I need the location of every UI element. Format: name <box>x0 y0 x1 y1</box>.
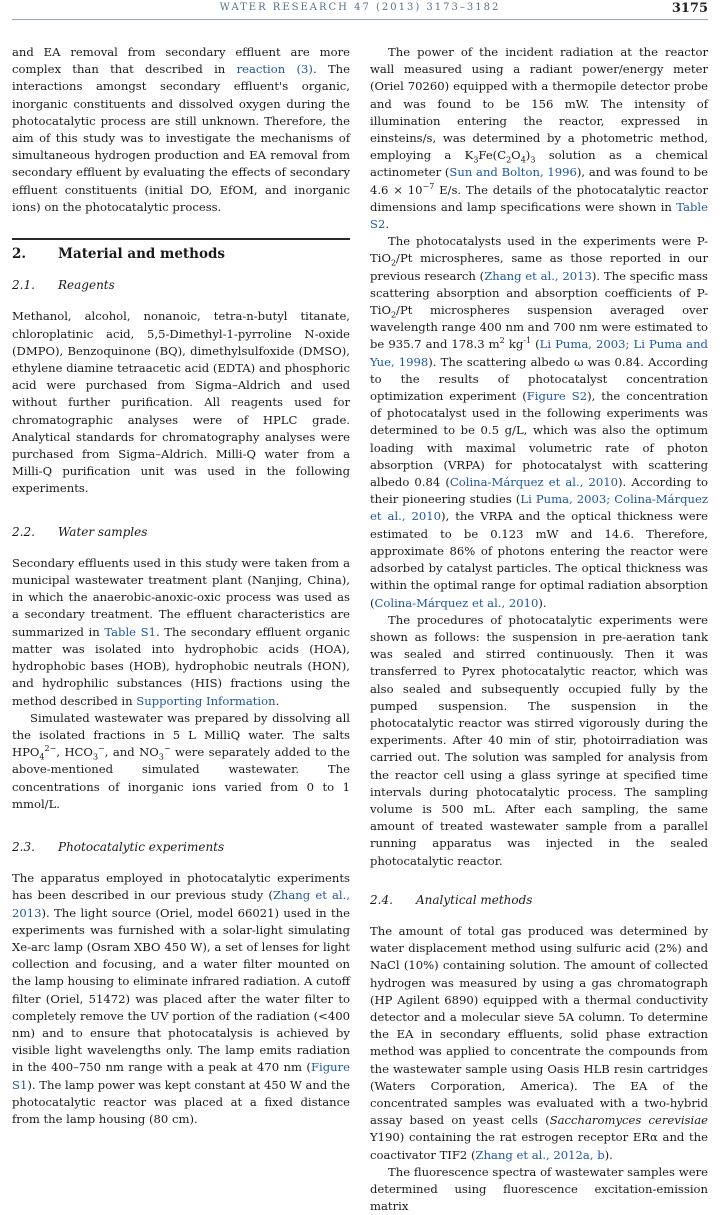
section-heading: 2. Material and methods <box>12 246 226 263</box>
photocatalyst-paragraph: The photocatalysts used in the experiments were P-TiO$_2$/Pt microspheres, same as those reported in our previous research (Zhang et al., 2013). The specific mass scattering absorption and absorption coefficients of P-TiO$_2$/Pt microspheres suspension averaged over wavelength range 400 nm and 700 nm were estimated to be 935.7 and 178.3 $m^2$ $kg^{-1}$ (Li Puma, 2003; Li Puma and Yue, 1998). The scattering albedo ω was 0.84. According to the results of photocatalyst concentration optimization experiment (Figure S2), the concentration of photocatalyst used in the following experiments was determined to be 0.5 g/L, which was also the optimum loading with maximal volumetric rate of photon absorption (VRPA) for photocatalyst with scattering albedo 0.84 (Colina-Márquez et al., 2010). According to their pioneering studies (Li Puma, 2003; Colina-Márquez et al., 2010), the VRPA and the optical thickness were estimated to be 0.123 mW and 14.6. Therefore, approximate 86% of photons entering the reactor were adsorbed by catalyst particles. The optical thickness was within the optimal range for optimal radiation absorption (Colina-Márquez et al., 2010). <box>370 234 708 610</box>
header-rule <box>12 19 708 20</box>
section-rule <box>12 238 350 240</box>
table-s1-link[interactable]: Table S1 <box>104 624 156 639</box>
supporting-info-link[interactable]: Supporting Information <box>136 693 276 708</box>
subsection-heading-photocatalytic: 2.3. Photocatalytic experiments <box>12 839 225 854</box>
zhang-2012-link[interactable]: Zhang et al., 2012a, b <box>475 1147 605 1162</box>
water-samples-paragraph: Secondary effluents used in this study were taken from a municipal wastewater treatment plant (Nanjing, China), in which the anaerobic-anoxic-oxic process was used as a secondary treatment. The effluent characteristics are summarized in Table S1. The secondary effluent organic matter was isolated into hydrophobic acids (HOA), hydrophobic bases (HOB), hydrophobic neutrals (HON), and hydrophilic substances (HIS) fractions using the method described in Supporting Information. <box>12 555 350 708</box>
zhang-2013-link[interactable]: Zhang et al., 2013 <box>484 268 592 283</box>
colina-marquez-link[interactable]: Colina-Márquez et al., 2010 <box>449 475 619 490</box>
li-puma-colina-link[interactable]: Li Puma, 2003; Colina-Márquez et al., 2010 <box>370 492 708 524</box>
intro-paragraph: and EA removal from secondary effluent are more complex than that described in reaction (3). The interactions amongst secondary effluent's organic, inorganic constituents and dissolved oxygen during the photocatalytic process are still unknown. Therefore, the aim of this study was to investigate the mechanisms of simultaneous hydrogen production and EA removal from secondary effluent by evaluating the effects of secondary effluent constituents (initial DO, EfOM, and inorganic ions) on the photocatalytic process. <box>12 45 351 214</box>
figure-s1-link[interactable]: Figure S1 <box>12 1060 350 1092</box>
subsection-heading-reagents: 2.1. Reagents <box>12 278 115 293</box>
reaction-link[interactable]: reaction (3) <box>236 62 313 77</box>
radiation-paragraph: The power of the incident radiation at the reactor wall measured using a radiant power/energy meter (Oriel 70260) equipped with a thermopile detector probe and was found to be 156 mW. The intensity of illumination entering the reactor, expressed in einsteins/s, was determined by a photometric method, employing a $K_3Fe(C_2O_4)_3$ solution as a chemical actinometer (Sun and Bolton, 1996), and was found to be $4.6 \times 10^{-7}$ E/s. The details of the photocatalytic reactor dimensions and lamp specifications were shown in Table S2. <box>370 45 708 232</box>
reagents-paragraph: Methanol, alcohol, nonanoic, tetra-n-butyl titanate, chloroplatinic acid, 5,5-Dimethyl-1-pyrroline N-oxide (DMPO), Benzoquinone (BQ), dimethylsulfoxide (DMSO), ethylene diamine tetraacetic acid (EDTA) and phosphoric acid were purchased from Sigma–Aldrich and used without further purification. All reagents used for chromatographic analyses were of HPLC grade. Analytical standards for chromatography analyses were purchased from Sigma–Aldrich. Milli-Q water from a Milli-Q purification unit was used in the following experiments. <box>12 309 350 496</box>
page-number: 3175 <box>671 1 708 16</box>
subsection-heading-analytical: 2.4. Analytical methods <box>370 892 533 907</box>
figure-s2-link[interactable]: Figure S2 <box>526 389 588 404</box>
analytical-paragraph: The amount of total gas produced was determined by water displacement method using sulfuric acid (2%) and NaCl (10%) containing solution. The amount of collected hydrogen was measured by using a gas chromatograph (HP Agilent 6890) equipped with a thermal conductivity detector and a molecular sieve 5A column. To determine the EA in secondary effluents, solid phase extraction method was applied to concentrate the compounds from the wastewater sample using Oasis HLB resin cartridges (Waters Corporation, America). The EA of the concentrated samples was evaluated with a two-hybrid assay based on yeast cells (Saccharomyces cerevisiae Y190) containing the rat estrogen receptor ERα and the coactivator TIF2 (Zhang et al., 2012a, b). <box>370 923 708 1162</box>
right-column <box>370 44 708 1215</box>
journal-title: WATER RESEARCH 47 (2013) 3173–3182 <box>219 2 501 13</box>
left-column <box>12 44 350 1128</box>
sun-bolton-link[interactable]: Sun and Bolton, 1996 <box>449 165 577 180</box>
fluorescence-paragraph: The fluorescence spectra of wastewater samples were determined using fluorescence excitation-emission matrix <box>370 1164 708 1214</box>
simulated-wastewater-paragraph: Simulated wastewater was prepared by dissolving all the isolated fractions in 5 L MilliQ water. The salts $HPO_4^{2-}$, $HCO_3^-$, and $NO_3^-$ were separately added to the above-mentioned simulated wastewater. The concentrations of inorganic ions varied from 0 to 1 mmol/L. <box>12 710 351 811</box>
subsection-heading-water-samples: 2.2. Water samples <box>12 524 148 539</box>
li-puma-link[interactable]: Li Puma, 2003; Li Puma and Yue, 1998 <box>370 337 708 369</box>
procedures-paragraph: The procedures of photocatalytic experiments were shown as follows: the suspension in pre-aeration tank was sealed and stirred continuously. Then it was transferred to Pyrex photocatalytic reactor, which was also sealed and subsequently occupied fully by the pumped suspension. The suspension in the photocatalytic reactor was stirred vigorously during the experiments. After 40 min of stir, photoirradiation was carried out. The solution was sampled for analysis from the reactor cell using a glass syringe at specified time intervals during photocatalytic process. The sampling volume is 500 mL. After each sampling, the same amount of treated wastewater sample from a parallel running apparatus was injected in the sealed photocatalytic reactor. <box>370 612 708 868</box>
running-header <box>0 0 720 22</box>
photocatalytic-paragraph: The apparatus employed in photocatalytic experiments has been described in our previous study (Zhang et al., 2013). The light source (Oriel, model 66021) used in the experiments was furnished with a solar-light simulating Xe-arc lamp (Osram XBO 450 W), a set of lenses for light collection and focusing, and a water filter mounted on the lamp housing to eliminate infrared radiation. A cutoff filter (Oriel, 51472) was placed after the water filter to completely remove the UV portion of the radiation (<400 nm) and to ensure that photocatalysis is achieved by visible light wavelengths only. The lamp emits radiation in the 400–750 nm range with a peak at 470 nm (Figure S1). The lamp power was kept constant at 450 W and the photocatalytic reactor was placed at a fixed distance from the lamp housing (80 cm). <box>12 871 350 1126</box>
colina-marquez-link[interactable]: Colina-Márquez et al., 2010 <box>374 595 539 610</box>
zhang-2013-link[interactable]: Zhang et al., 2013 <box>12 888 350 920</box>
table-s2-link[interactable]: Table S2 <box>370 199 708 232</box>
